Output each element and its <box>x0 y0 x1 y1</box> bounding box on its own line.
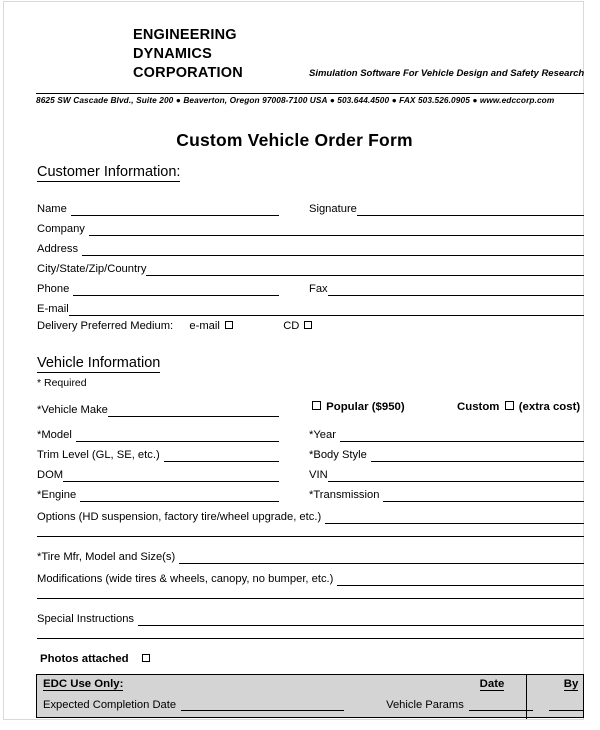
header-divider <box>36 93 584 94</box>
field-model-input[interactable] <box>76 430 279 442</box>
vehicle-information-heading: Vehicle Information <box>37 355 161 371</box>
field-modifications-input[interactable] <box>337 574 584 586</box>
field-engine-input[interactable] <box>80 490 279 502</box>
company-tagline: Simulation Software For Vehicle Design and Safety Research <box>309 68 585 79</box>
field-special-instructions-input-line-2[interactable] <box>37 638 584 639</box>
field-company-input[interactable] <box>89 224 584 236</box>
field-engine-label: *Engine <box>37 489 77 501</box>
field-fax[interactable] <box>309 280 584 296</box>
field-fax-input[interactable] <box>328 284 584 296</box>
photos-attached-row <box>40 653 152 665</box>
field-vehicle-make-input[interactable] <box>108 405 279 417</box>
expected-completion-date-input[interactable] <box>181 699 344 711</box>
field-signature[interactable] <box>309 200 584 216</box>
field-body-style-label: *Body Style <box>309 449 367 461</box>
delivery-preferred-medium-label: Delivery Preferred Medium: <box>37 320 174 332</box>
field-trim-level[interactable] <box>37 446 279 462</box>
company-name-line-2: DYNAMICS <box>133 46 212 62</box>
field-city-state-zip-country-input[interactable] <box>146 264 584 276</box>
field-tire-mfr-model-size-input[interactable] <box>179 552 584 564</box>
field-options-label: Options (HD suspension, factory tire/wheel upgrade, etc.) <box>37 511 322 523</box>
customer-information-heading: Customer Information: <box>37 164 181 180</box>
field-name[interactable] <box>37 200 279 216</box>
field-special-instructions-input[interactable] <box>138 614 584 626</box>
field-modifications-label: Modifications (wide tires & wheels, canopy, no bumper, etc.) <box>37 573 334 585</box>
field-name-label: Name <box>37 203 67 215</box>
custom-package-suffix: (extra cost) <box>518 401 581 413</box>
field-phone-input[interactable] <box>73 284 279 296</box>
field-vin-label: VIN <box>309 469 328 481</box>
field-special-instructions-label: Special Instructions <box>37 613 135 625</box>
field-engine[interactable] <box>37 486 279 502</box>
custom-package-label: Custom <box>457 401 500 413</box>
field-vehicle-make[interactable] <box>37 401 279 417</box>
field-city-state-zip-country-label: City/State/Zip/Country <box>37 263 147 275</box>
vehicle-params-input[interactable] <box>469 699 533 711</box>
field-vehicle-make-label: *Vehicle Make <box>37 404 108 416</box>
popular-package-label: Popular ($950) <box>326 401 405 413</box>
field-transmission[interactable] <box>309 486 584 502</box>
edc-by-column-header <box>529 678 600 691</box>
field-address-label: Address <box>37 243 79 255</box>
field-vin-input[interactable] <box>328 470 584 482</box>
field-signature-input[interactable] <box>357 204 584 216</box>
field-email-label: E-mail <box>37 303 69 315</box>
field-dom-label: DOM <box>37 469 64 481</box>
field-signature-label: Signature <box>309 203 357 215</box>
page-title: Custom Vehicle Order Form <box>176 130 413 150</box>
delivery-option-email-label: e-mail <box>189 320 220 332</box>
edc-entry-row <box>43 695 583 711</box>
custom-package-checkbox[interactable] <box>505 401 514 410</box>
field-transmission-input[interactable] <box>383 490 584 502</box>
field-email-input[interactable] <box>69 304 584 316</box>
photos-attached-label: Photos attached <box>40 653 129 665</box>
delivery-option-email-checkbox[interactable] <box>225 321 233 329</box>
field-city-state-zip-country[interactable] <box>37 260 584 276</box>
field-vin[interactable] <box>309 466 584 482</box>
package-选项-row <box>310 401 586 413</box>
field-transmission-label: *Transmission <box>309 489 380 501</box>
field-tire-mfr-model-size-label: *Tire Mfr, Model and Size(s) <box>37 551 176 563</box>
field-phone-label: Phone <box>37 283 70 295</box>
field-modifications-input-line-2[interactable] <box>37 598 584 599</box>
field-options-input[interactable] <box>325 512 584 524</box>
field-company-label: Company <box>37 223 85 235</box>
field-address-input[interactable] <box>82 244 584 256</box>
field-options-input-line-2[interactable] <box>37 536 584 537</box>
letterhead <box>4 2 585 105</box>
delivery-preferred-medium-row <box>37 320 314 332</box>
edc-by-column-header-text: By <box>563 678 579 690</box>
edc-by-input[interactable] <box>549 699 583 711</box>
field-model[interactable] <box>37 426 279 442</box>
field-name-input[interactable] <box>71 204 279 216</box>
company-address-line: 8625 SW Cascade Blvd., Suite 200 ● Beaverton, Oregon 97008-7100 USA ● 503.644.4500 ● FAX 503.526.0905 ● www.edccorp.com <box>36 95 555 105</box>
field-dom-input[interactable] <box>63 470 279 482</box>
field-year[interactable] <box>309 426 584 442</box>
edc-use-only-box <box>36 674 584 718</box>
edc-date-column-header <box>461 678 523 691</box>
delivery-option-cd-checkbox[interactable] <box>304 321 312 329</box>
field-options[interactable] <box>37 508 584 524</box>
company-name-line-1: ENGINEERING <box>133 27 237 43</box>
company-name-line-3: CORPORATION <box>133 65 243 81</box>
field-model-label: *Model <box>37 429 72 441</box>
edc-date-column-header-text: Date <box>479 678 505 690</box>
delivery-option-cd-label: CD <box>283 320 300 332</box>
field-phone[interactable] <box>37 280 279 296</box>
field-modifications[interactable] <box>37 570 584 586</box>
edc-use-only-title: EDC Use Only: <box>43 678 124 690</box>
popular-package-checkbox[interactable] <box>312 401 321 410</box>
field-body-style[interactable] <box>309 446 584 462</box>
field-company[interactable] <box>37 220 584 236</box>
form-page <box>3 1 584 720</box>
field-trim-level-label: Trim Level (GL, SE, etc.) <box>37 449 160 461</box>
required-note: * Required <box>37 377 87 389</box>
field-trim-level-input[interactable] <box>164 450 279 462</box>
field-address[interactable] <box>37 240 584 256</box>
field-year-label: *Year <box>309 429 336 441</box>
field-tire-mfr-model-size[interactable] <box>37 548 584 564</box>
field-dom[interactable] <box>37 466 279 482</box>
field-email[interactable] <box>37 300 584 316</box>
field-special-instructions[interactable] <box>37 610 584 626</box>
photos-attached-checkbox[interactable] <box>142 654 150 662</box>
vehicle-params-label: Vehicle Params <box>386 699 464 711</box>
expected-completion-date-label: Expected Completion Date <box>43 699 177 711</box>
field-fax-label: Fax <box>309 283 328 295</box>
field-body-style-input[interactable] <box>371 450 584 462</box>
field-year-input[interactable] <box>340 430 584 442</box>
